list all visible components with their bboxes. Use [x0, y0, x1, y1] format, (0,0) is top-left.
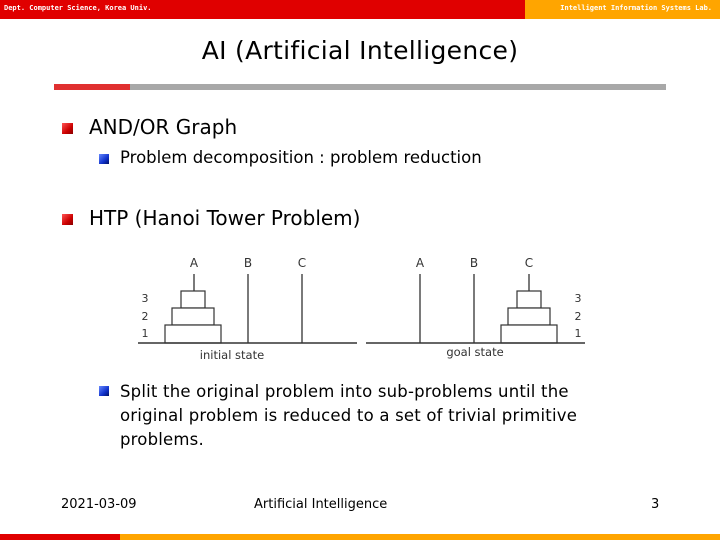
- slide-title: AI (Artificial Intelligence): [201, 36, 519, 65]
- header-lab: Intelligent Information Systems Lab.: [560, 4, 712, 12]
- disk-medium: [508, 308, 550, 325]
- bullet-and-or-graph: AND/OR Graph: [89, 115, 238, 139]
- disk-large: [501, 325, 557, 343]
- initial-state-diagram: [138, 256, 357, 362]
- sub-bullet-problem-decomposition: Problem decomposition : problem reduction: [120, 148, 482, 167]
- peg-label: B: [469, 256, 479, 270]
- header-department: Dept. Computer Science, Korea Univ.: [4, 4, 152, 12]
- bullet-htp: HTP (Hanoi Tower Problem): [89, 206, 361, 230]
- footer-page-number: 3: [651, 497, 660, 512]
- peg-label: A: [189, 256, 199, 270]
- disk-small: [181, 291, 205, 308]
- footer-course: Artificial Intelligence: [254, 497, 388, 512]
- disk-large: [165, 325, 221, 343]
- peg-label: C: [524, 256, 534, 270]
- level-label: 2: [141, 310, 149, 323]
- footer-bar-red: [0, 534, 120, 540]
- footer-bar: [0, 534, 720, 540]
- sub-bullet-square-icon: [99, 386, 109, 396]
- disk-small: [517, 291, 541, 308]
- initial-state-caption: initial state: [199, 348, 265, 362]
- peg-label: A: [415, 256, 425, 270]
- peg-label: B: [243, 256, 253, 270]
- footer-bar-orange: [120, 534, 720, 540]
- footer-date: 2021-03-09: [61, 497, 137, 512]
- level-label: 3: [574, 292, 582, 305]
- disk-medium: [172, 308, 214, 325]
- level-label: 1: [141, 327, 149, 340]
- level-label: 2: [574, 310, 582, 323]
- level-label: 3: [141, 292, 149, 305]
- goal-state-caption: goal state: [446, 345, 504, 359]
- goal-state-diagram: [366, 256, 585, 359]
- sub-bullet-split-problem: Split the original problem into sub-problems until the original problem is reduced to a set of trivial primitive problems.: [120, 382, 578, 449]
- peg-label: C: [297, 256, 307, 270]
- level-label: 1: [574, 327, 582, 340]
